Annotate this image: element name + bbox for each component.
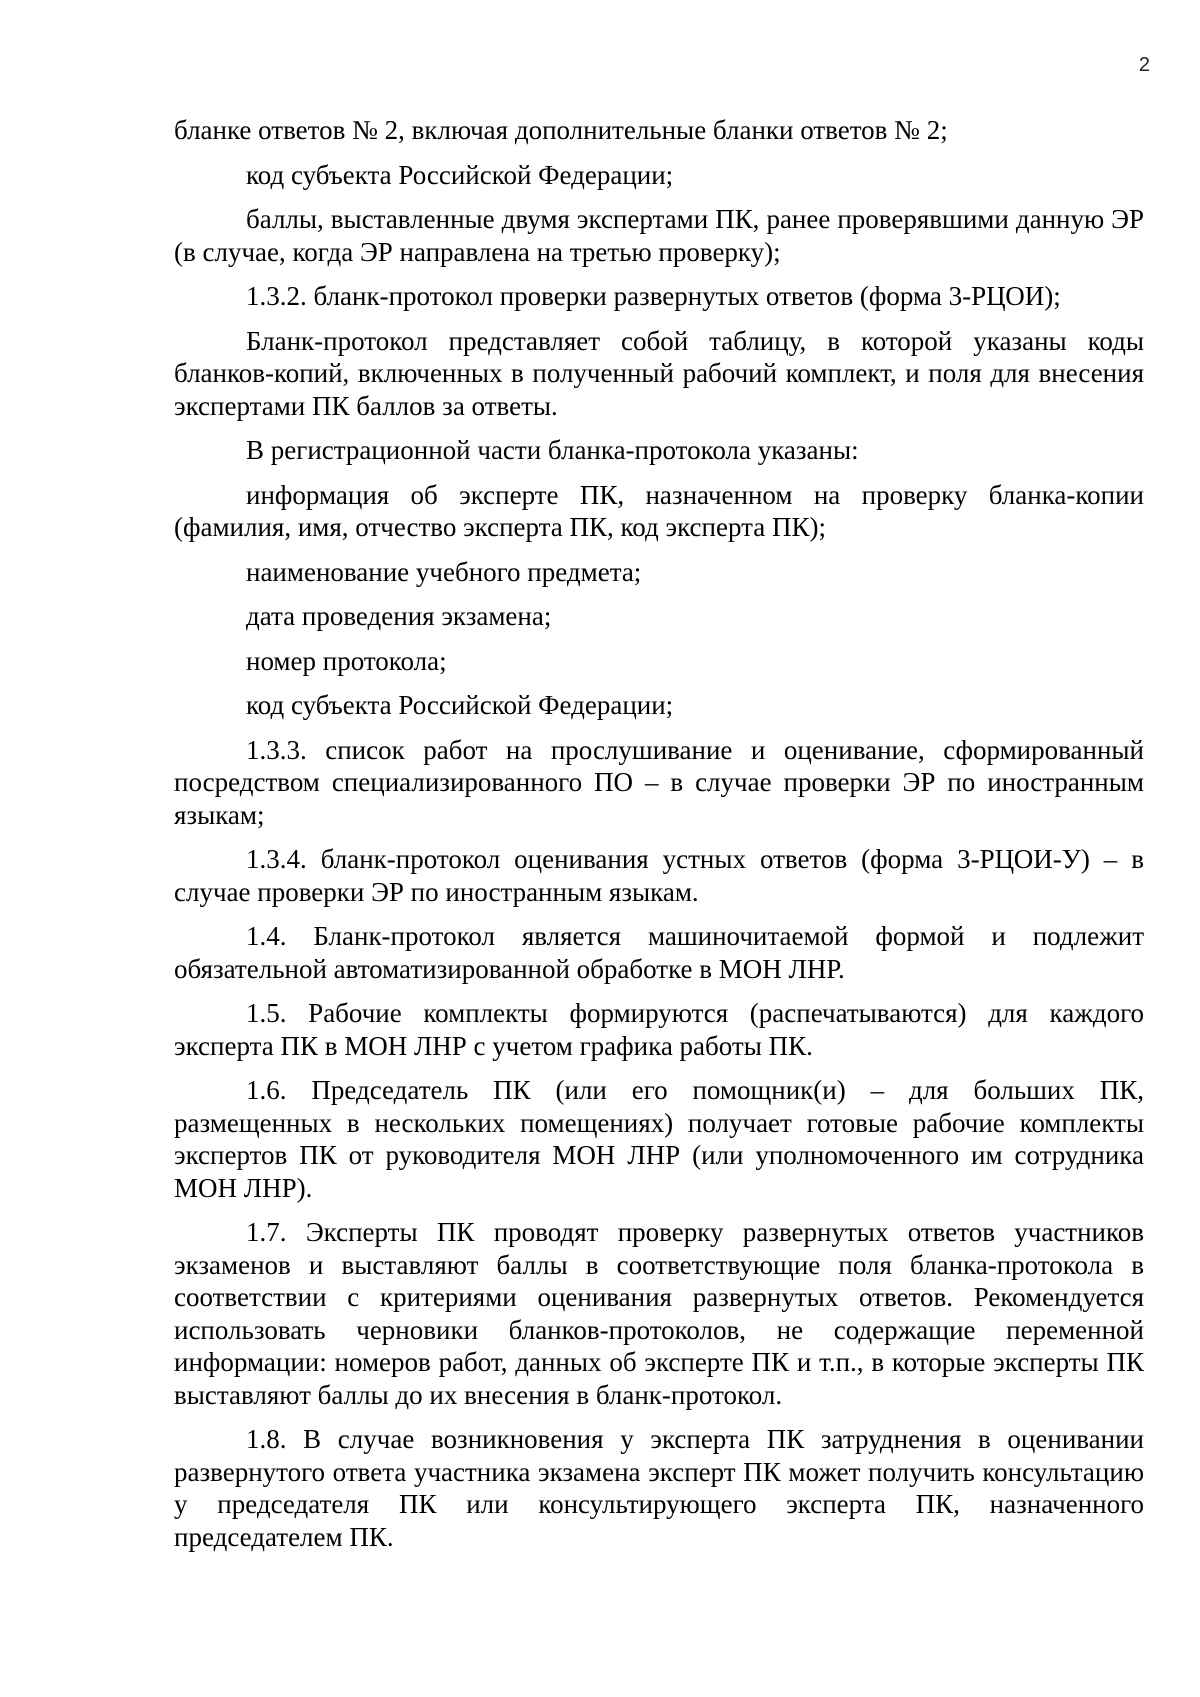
paragraph: баллы, выставленные двумя экспертами ПК, ранее проверявшими данную ЭР (в случае, когда ЭР направлена на третью проверку); bbox=[174, 204, 1144, 267]
paragraph: наименование учебного предмета; bbox=[246, 556, 642, 587]
paragraph: 1.5. Рабочие комплекты формируются (распечатываются) для каждого эксперта ПК в МОН ЛНР с учетом графика работы ПК. bbox=[174, 998, 1144, 1061]
paragraph: дата проведения экзамена; bbox=[246, 601, 552, 631]
paragraph: 1.7. Эксперты ПК проводят проверку развернутых ответов участников экзаменов и выставляют баллы в соответствующие поля бланка-протокола в соответствии с критериями оценивания развернутых ответов. Рекомендуется использовать черновики бланков-протоколов, не содержащие переменной информации: номеров работ, данных об эксперте ПК и т.п., в которые эксперты ПК выставляют баллы до их внесения в бланк-протокол. bbox=[174, 1217, 1144, 1410]
paragraph: 1.6. Председатель ПК (или его помощник(и) – для больших ПК, размещенных в нескольких помещениях) получает готовые рабочие комплекты экспертов ПК от руководителя МОН ЛНР (или уполномоченного им сотрудника МОН ЛНР). bbox=[174, 1075, 1144, 1203]
paragraph: 1.3.3. список работ на прослушивание и оценивание, сформированный посредством специализированного ПО – в случае проверки ЭР по иностранным языкам; bbox=[174, 734, 1144, 830]
paragraph: 1.8. В случае возникновения у эксперта ПК затруднения в оценивании развернутого ответа участника экзамена эксперт ПК может получить консультацию у председателя ПК или консультирующего эксперта ПК, назначенного председателем ПК. bbox=[174, 1424, 1144, 1552]
paragraph: В регистрационной части бланка-протокола указаны: bbox=[246, 435, 859, 465]
page-number: 2 bbox=[1138, 54, 1150, 76]
paragraph: Бланк-протокол представляет собой таблицу, в которой указаны коды бланков-копий, включенных в полученный рабочий комплект, и поля для внесения экспертами ПК баллов за ответы. bbox=[174, 325, 1144, 421]
paragraph: 1.4. Бланк-протокол является машиночитаемой формой и подлежит обязательной автоматизированной обработке в МОН ЛНР. bbox=[174, 921, 1144, 984]
paragraph: код субъекта Российской Федерации; bbox=[246, 159, 674, 190]
paragraph: номер протокола; bbox=[246, 645, 447, 676]
paragraph-continuation: бланке ответов № 2, включая дополнительные бланки ответов № 2; bbox=[174, 115, 948, 145]
paragraph: 1.3.2. бланк-протокол проверки развернутых ответов (форма 3-РЦОИ); bbox=[246, 281, 1061, 311]
paragraph: информация об эксперте ПК, назначенном на проверку бланка-копии (фамилия, имя, отчество эксперта ПК, код эксперта ПК); bbox=[174, 479, 1144, 542]
paragraph: код субъекта Российской Федерации; bbox=[246, 690, 674, 720]
paragraph: 1.3.4. бланк-протокол оценивания устных ответов (форма 3-РЦОИ-У) – в случае проверки ЭР по иностранным языкам. bbox=[174, 844, 1144, 907]
document-body bbox=[174, 114, 1144, 1565]
